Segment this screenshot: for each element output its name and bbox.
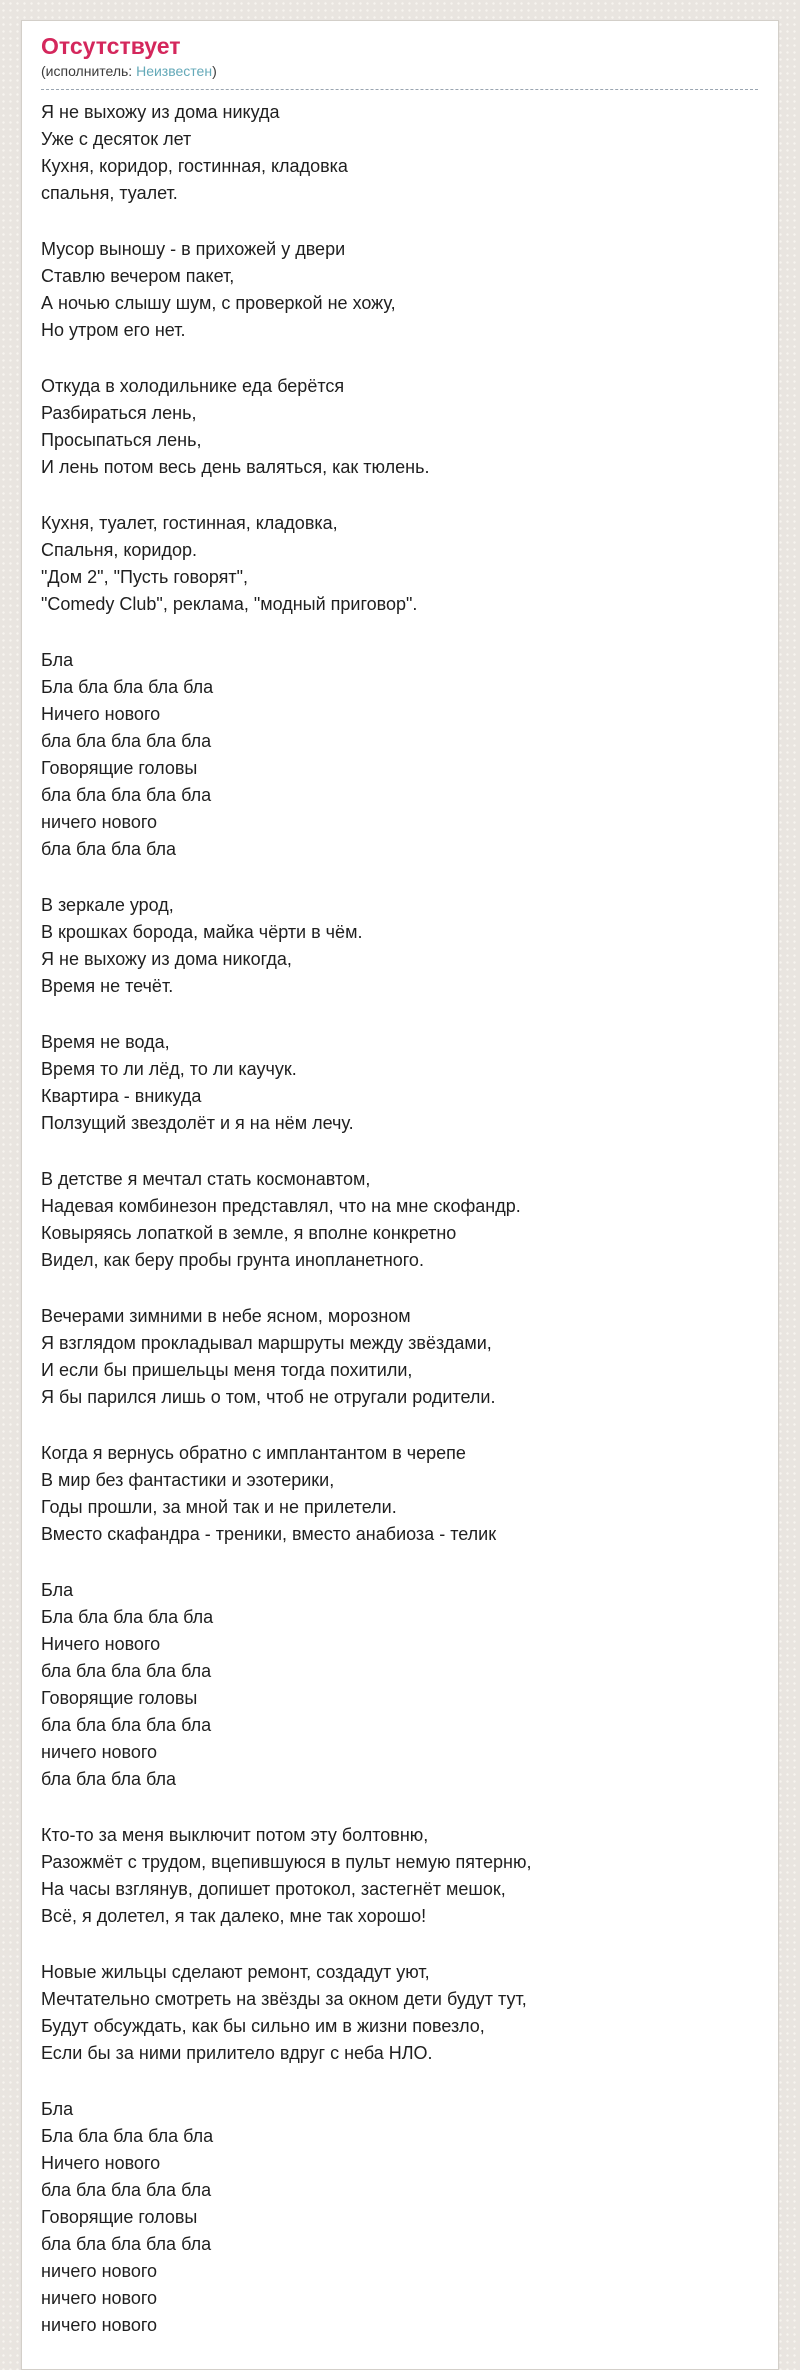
stanza bbox=[41, 1959, 758, 2067]
lyric-line: На часы взглянув, допишет протокол, застегнёт мешок, bbox=[41, 1879, 506, 1899]
lyric-line: В мир без фантастики и эзотерики, bbox=[41, 1470, 335, 1490]
lyrics bbox=[41, 99, 758, 2339]
lyric-line: Ковыряясь лопаткой в земле, я вполне конкретно bbox=[41, 1223, 457, 1243]
lyric-line: ничего нового bbox=[41, 2261, 158, 2281]
lyric-line: ничего нового bbox=[41, 2315, 158, 2335]
stanza bbox=[41, 373, 758, 481]
lyric-line: Вместо скафандра - треники, вместо анабиоза - телик bbox=[41, 1524, 497, 1544]
lyric-line: Новые жильцы сделают ремонт, создадут уют, bbox=[41, 1962, 430, 1982]
lyric-line: Бла бла бла бла бла bbox=[41, 2126, 214, 2146]
artist-line bbox=[41, 63, 758, 90]
lyric-line: Ставлю вечером пакет, bbox=[41, 266, 235, 286]
lyric-line: Квартира - вникуда bbox=[41, 1086, 202, 1106]
lyric-line: Ничего нового bbox=[41, 1634, 161, 1654]
lyric-line: Кто-то за меня выключит потом эту болтовню, bbox=[41, 1825, 429, 1845]
lyric-line: Ничего нового bbox=[41, 704, 161, 724]
stanza bbox=[41, 99, 758, 207]
lyric-line: бла бла бла бла bbox=[41, 839, 177, 859]
stanza bbox=[41, 1166, 758, 1274]
lyric-line: В детстве я мечтал стать космонавтом, bbox=[41, 1169, 371, 1189]
lyric-line: Говорящие головы bbox=[41, 2207, 198, 2227]
lyric-line: Будут обсуждать, как бы сильно им в жизни повезло, bbox=[41, 2016, 485, 2036]
lyric-line: Я бы парился лишь о том, чтоб не отругали родители. bbox=[41, 1387, 496, 1407]
stanza bbox=[41, 1303, 758, 1411]
lyric-line: Я не выхожу из дома никуда bbox=[41, 102, 280, 122]
lyric-line: Мечтательно смотреть на звёзды за окном дети будут тут, bbox=[41, 1989, 527, 2009]
lyric-line: В крошках борода, майка чёрти в чём. bbox=[41, 922, 363, 942]
lyric-line: Ползущий звездолёт и я на нём лечу. bbox=[41, 1113, 354, 1133]
lyric-line: Время не течёт. bbox=[41, 976, 174, 996]
artist-label-open: (исполнитель: bbox=[41, 63, 137, 79]
lyric-line: бла бла бла бла бла bbox=[41, 2180, 212, 2200]
lyric-line: Бла bbox=[41, 650, 74, 670]
lyric-line: И если бы пришельцы меня тогда похитили, bbox=[41, 1360, 413, 1380]
stanza bbox=[41, 1029, 758, 1137]
song-title: Отсутствует bbox=[41, 33, 181, 59]
lyric-line: Говорящие головы bbox=[41, 1688, 198, 1708]
lyric-line: бла бла бла бла бла bbox=[41, 1715, 212, 1735]
lyric-line: ничего нового bbox=[41, 1742, 158, 1762]
lyric-line: Уже с десяток лет bbox=[41, 129, 192, 149]
lyric-line: Надевая комбинезон представлял, что на мне скофандр. bbox=[41, 1196, 521, 1216]
lyric-line: Разожмёт с трудом, вцепившуюся в пульт немую пятерню, bbox=[41, 1852, 532, 1872]
lyric-line: Разбираться лень, bbox=[41, 403, 197, 423]
lyric-line: Кухня, коридор, гостинная, кладовка bbox=[41, 156, 348, 176]
lyric-line: Просыпаться лень, bbox=[41, 430, 202, 450]
lyric-line: В зеркале урод, bbox=[41, 895, 174, 915]
lyric-line: "Comedy Club", реклама, "модный приговор". bbox=[41, 594, 418, 614]
stanza bbox=[41, 892, 758, 1000]
lyric-line: Бла бла бла бла бла bbox=[41, 677, 214, 697]
song-card bbox=[21, 20, 779, 2370]
lyric-line: Но утром его нет. bbox=[41, 320, 186, 340]
lyric-line: бла бла бла бла bbox=[41, 1769, 177, 1789]
lyric-line: ничего нового bbox=[41, 812, 158, 832]
lyric-line: Я не выхожу из дома никогда, bbox=[41, 949, 292, 969]
artist-link[interactable]: Неизвестен bbox=[136, 63, 213, 79]
lyric-line: Кухня, туалет, гостинная, кладовка, bbox=[41, 513, 338, 533]
lyric-line: бла бла бла бла бла bbox=[41, 785, 212, 805]
lyric-line: Видел, как беру пробы грунта инопланетного. bbox=[41, 1250, 424, 1270]
lyric-line: бла бла бла бла бла bbox=[41, 2234, 212, 2254]
lyric-line: Время то ли лёд, то ли каучук. bbox=[41, 1059, 297, 1079]
lyric-line: ничего нового bbox=[41, 2288, 158, 2308]
lyric-line: Если бы за ними прилитело вдруг с неба НЛО. bbox=[41, 2043, 433, 2063]
stanza bbox=[41, 236, 758, 344]
lyric-line: Когда я вернусь обратно с имплантантом в черепе bbox=[41, 1443, 466, 1463]
lyric-line: Бла bbox=[41, 2099, 74, 2119]
lyric-line: Я взглядом прокладывал маршруты между звёздами, bbox=[41, 1333, 492, 1353]
lyric-line: Время не вода, bbox=[41, 1032, 170, 1052]
lyric-line: Говорящие головы bbox=[41, 758, 198, 778]
lyric-line: спальня, туалет. bbox=[41, 183, 178, 203]
stanza bbox=[41, 1440, 758, 1548]
stanza bbox=[41, 1577, 758, 1793]
stanza bbox=[41, 510, 758, 618]
stanza bbox=[41, 1822, 758, 1930]
lyric-line: Всё, я долетел, я так далеко, мне так хорошо! bbox=[41, 1906, 427, 1926]
lyric-line: бла бла бла бла бла bbox=[41, 1661, 212, 1681]
lyric-line: Мусор выношу - в прихожей у двери bbox=[41, 239, 346, 259]
lyric-line: Бла bbox=[41, 1580, 74, 1600]
lyric-line: Ничего нового bbox=[41, 2153, 161, 2173]
lyric-line: Спальня, коридор. bbox=[41, 540, 198, 560]
lyric-line: И лень потом весь день валяться, как тюлень. bbox=[41, 457, 430, 477]
artist-label-close: ) bbox=[212, 63, 217, 79]
lyric-line: Годы прошли, за мной так и не прилетели. bbox=[41, 1497, 397, 1517]
lyric-line: "Дом 2", "Пусть говорят", bbox=[41, 567, 249, 587]
lyric-line: Бла бла бла бла бла bbox=[41, 1607, 214, 1627]
lyric-line: А ночью слышу шум, с проверкой не хожу, bbox=[41, 293, 396, 313]
lyric-line: Вечерами зимними в небе ясном, морозном bbox=[41, 1306, 411, 1326]
lyric-line: Откуда в холодильнике еда берётся bbox=[41, 376, 345, 396]
lyric-line: бла бла бла бла бла bbox=[41, 731, 212, 751]
stanza bbox=[41, 647, 758, 863]
stanza bbox=[41, 2096, 758, 2339]
